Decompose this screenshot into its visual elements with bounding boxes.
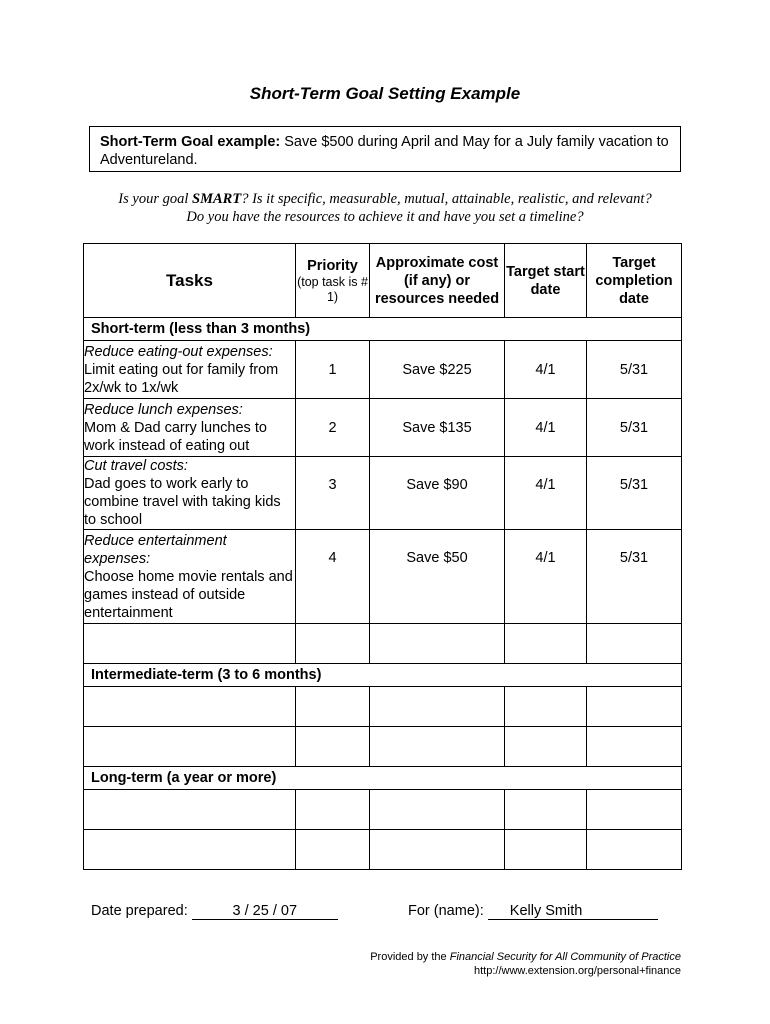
priority-cell: 3: [296, 457, 370, 530]
provided-url[interactable]: http://www.extension.org/personal+finance: [474, 965, 681, 977]
empty-cell[interactable]: [505, 727, 587, 767]
empty-cell[interactable]: [84, 790, 296, 830]
goal-box: [89, 126, 681, 172]
priority-cell: 1: [296, 341, 370, 399]
task-cell: [84, 341, 296, 399]
empty-row: [84, 624, 682, 664]
smart-prompt: [0, 190, 770, 226]
provided-pre: Provided by the: [370, 951, 450, 963]
name-field[interactable]: Kelly Smith: [488, 903, 658, 920]
smart-line-1: [0, 190, 770, 208]
task-title: Reduce eating-out expenses:: [84, 343, 273, 360]
priority-header: [296, 244, 370, 318]
start-header: Target start date: [505, 244, 587, 318]
tasks-header: Tasks: [84, 244, 296, 318]
table-row: [84, 457, 682, 530]
priority-header-label: Priority: [307, 257, 358, 274]
table-row: [84, 399, 682, 457]
end-cell: 5/31: [587, 341, 682, 399]
empty-cell[interactable]: [84, 624, 296, 664]
start-cell: 4/1: [505, 341, 587, 399]
section-label: Short-term (less than 3 months): [84, 318, 682, 341]
task-desc: Limit eating out for family from 2x/wk to 1x/wk: [84, 361, 279, 396]
empty-cell[interactable]: [296, 830, 370, 870]
empty-cell[interactable]: [587, 727, 682, 767]
empty-cell[interactable]: [296, 624, 370, 664]
empty-cell[interactable]: [370, 727, 505, 767]
task-cell: [84, 457, 296, 530]
cost-cell: Save $225: [370, 341, 505, 399]
section-intermediate-term: [84, 664, 682, 687]
cost-cell: Save $90: [370, 457, 505, 530]
date-field[interactable]: 3 / 25 / 07: [192, 903, 338, 920]
task-desc: Choose home movie rentals and games instead of outside entertainment: [84, 568, 293, 621]
for-name: [408, 903, 658, 920]
page-title: Short-Term Goal Setting Example: [249, 84, 521, 103]
task-desc: Mom & Dad carry lunches to work instead of eating out: [84, 419, 267, 454]
empty-cell[interactable]: [370, 830, 505, 870]
table-row: [84, 341, 682, 399]
empty-cell[interactable]: [505, 624, 587, 664]
empty-cell[interactable]: [296, 727, 370, 767]
empty-cell[interactable]: [587, 790, 682, 830]
task-title: Cut travel costs:: [84, 458, 188, 474]
end-cell: 5/31: [587, 530, 682, 624]
empty-cell[interactable]: [84, 830, 296, 870]
start-cell: 4/1: [505, 530, 587, 624]
empty-cell[interactable]: [84, 727, 296, 767]
empty-cell[interactable]: [505, 830, 587, 870]
section-long-term: [84, 767, 682, 790]
date-label: Date prepared:: [91, 903, 188, 919]
empty-cell[interactable]: [505, 790, 587, 830]
empty-cell[interactable]: [587, 687, 682, 727]
empty-cell[interactable]: [587, 830, 682, 870]
task-title: Reduce entertainment expenses:: [84, 532, 227, 567]
task-cell: [84, 399, 296, 457]
provided-by: [300, 950, 681, 978]
section-label: Long-term (a year or more): [84, 767, 682, 790]
smart-keyword: SMART: [192, 191, 242, 207]
cost-cell: Save $50: [370, 530, 505, 624]
end-cell: 5/31: [587, 399, 682, 457]
section-short-term: [84, 318, 682, 341]
section-label: Intermediate-term (3 to 6 months): [84, 664, 682, 687]
smart-post: ? Is it specific, measurable, mutual, attainable, realistic, and relevant?: [241, 191, 652, 207]
end-cell: 5/31: [587, 457, 682, 530]
empty-cell[interactable]: [296, 687, 370, 727]
goal-table: [83, 243, 682, 870]
smart-line-2: Do you have the resources to achieve it and have you set a timeline?: [186, 209, 584, 225]
start-cell: 4/1: [505, 399, 587, 457]
goal-label: Short-Term Goal example:: [100, 134, 281, 150]
empty-cell[interactable]: [84, 687, 296, 727]
empty-row: [84, 830, 682, 870]
smart-pre: Is your goal: [118, 191, 193, 207]
empty-row: [84, 687, 682, 727]
header-row: [84, 244, 682, 318]
name-label: For (name):: [408, 903, 484, 919]
priority-header-sub: (top task is # 1): [297, 274, 368, 304]
completion-header: Target completion date: [587, 244, 682, 318]
empty-cell[interactable]: [370, 790, 505, 830]
task-cell: [84, 530, 296, 624]
start-cell: 4/1: [505, 457, 587, 530]
empty-cell[interactable]: [505, 687, 587, 727]
cost-cell: Save $135: [370, 399, 505, 457]
priority-cell: 2: [296, 399, 370, 457]
empty-row: [84, 727, 682, 767]
empty-cell[interactable]: [587, 624, 682, 664]
provided-org: Financial Security for All Community of Practice: [449, 951, 681, 963]
table-row: [84, 530, 682, 624]
empty-cell[interactable]: [296, 790, 370, 830]
task-title: Reduce lunch expenses:: [84, 401, 243, 418]
date-prepared: [91, 903, 338, 920]
empty-cell[interactable]: [370, 687, 505, 727]
empty-row: [84, 790, 682, 830]
goal-text: Save $500 during April and May for a July family vacation to Adventureland.: [100, 134, 669, 168]
empty-cell[interactable]: [370, 624, 505, 664]
provided-line: [300, 950, 681, 964]
cost-header: Approximate cost (if any) or resources needed: [370, 244, 505, 318]
priority-cell: 4: [296, 530, 370, 624]
task-desc: Dad goes to work early to combine travel with taking kids to school: [84, 476, 281, 528]
